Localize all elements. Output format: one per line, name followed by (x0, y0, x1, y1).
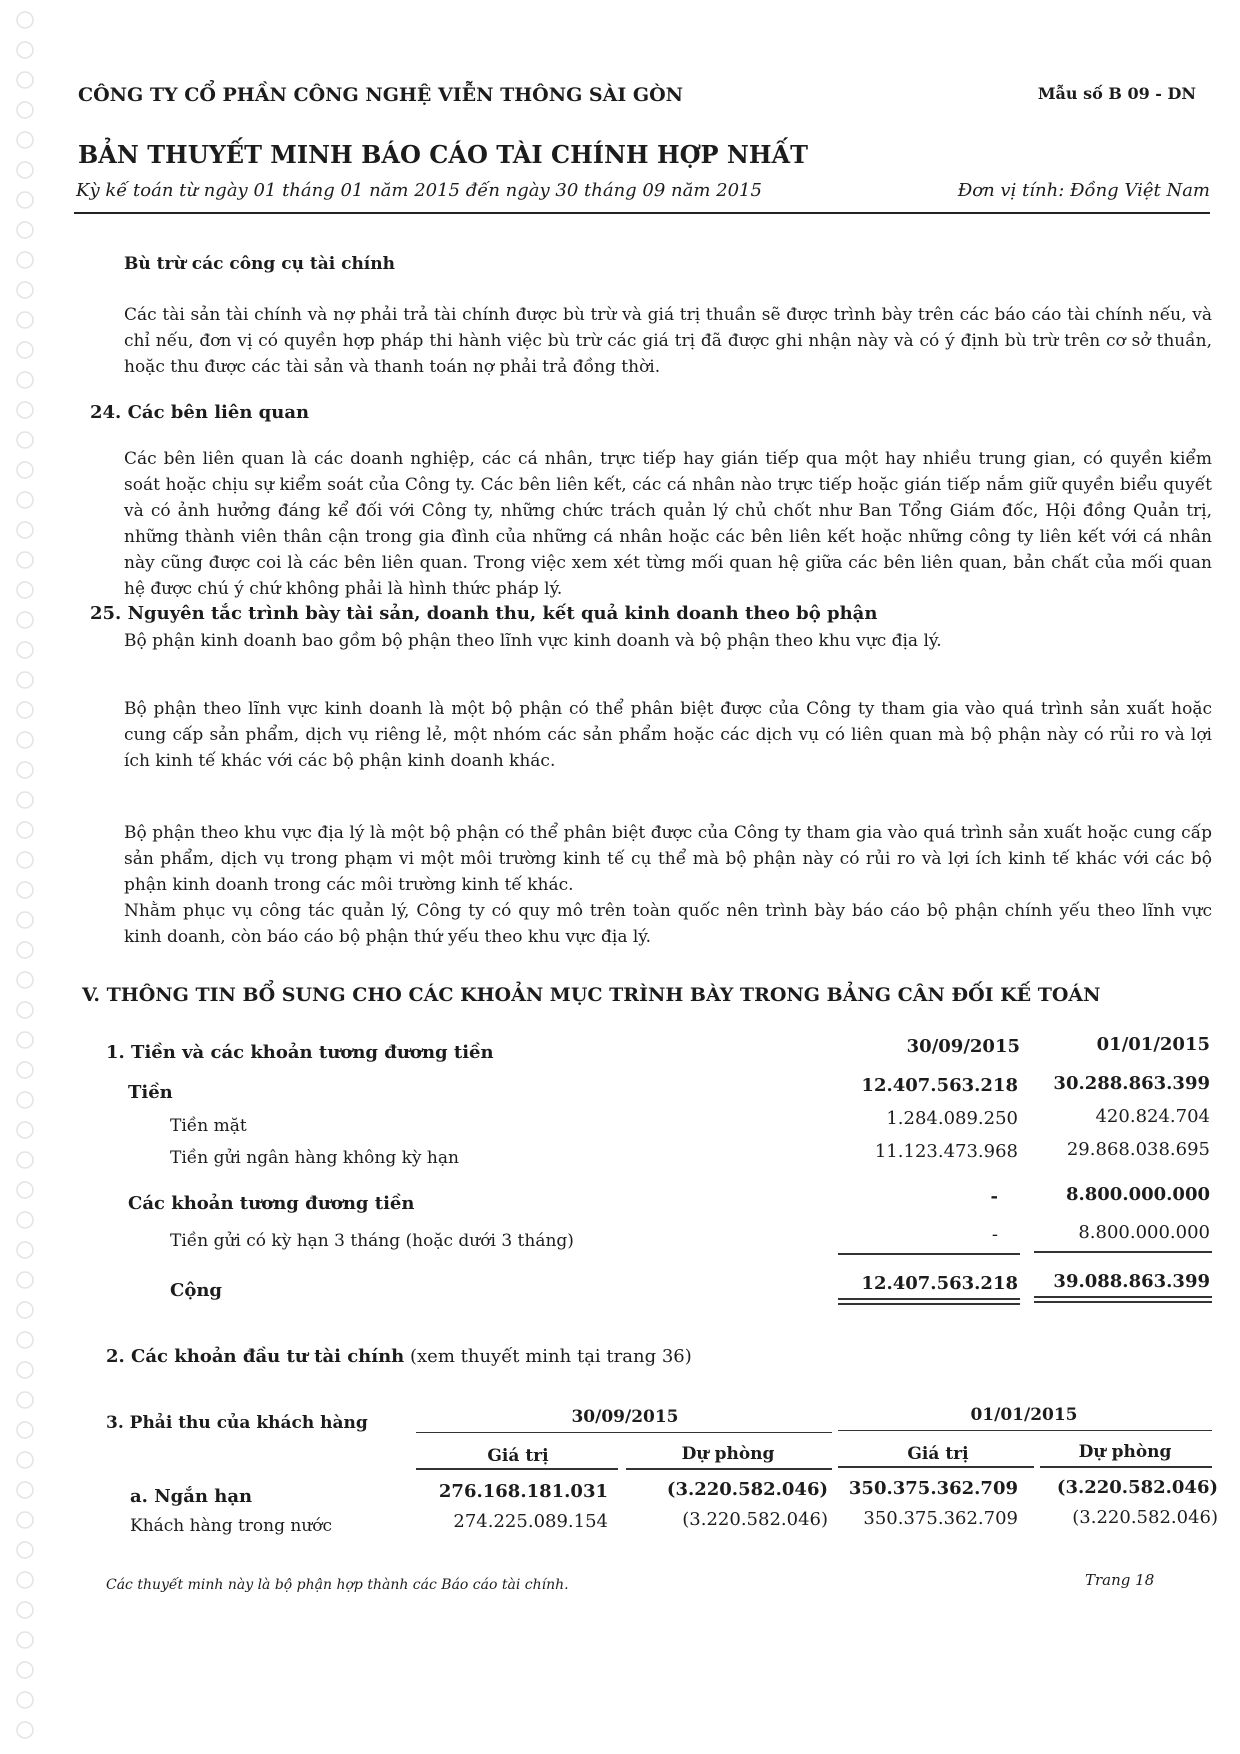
binder-hole (17, 132, 33, 148)
binder-hole (17, 1212, 33, 1228)
binder-hole (17, 732, 33, 748)
section-24-text: Các bên liên quan là các doanh nghiệp, các cá nhân, trực tiếp hay gián tiếp qua một hay nhiều trung gian, có quyền kiểm soát hoặc chịu sự kiểm soát của Công ty. Các bên liên kết, các cá nhân nào trực tiếp hoặc gián tiếp nắm giữ quyền biểu quyết và có ảnh hưởng đáng kể đối với Công ty, những chức trách quản lý chủ chốt như Ban Tổng Giám đốc, Hội đồng Quản trị, những thành viên thân cận trong gia đình của những cá nhân hoặc các bên liên kết hoặc những công ty liên kết với cá nhân này cũng được coi là các bên liên quan. Trong việc xem xét từng mối quan hệ giữa các bên liên quan, bản chất của mối quan hệ được chú ý chứ không phải là hình thức pháp lý. (124, 449, 1212, 599)
binder-hole (17, 72, 33, 88)
binder-hole (17, 612, 33, 628)
investments-line (106, 1346, 692, 1367)
binder-hole (17, 42, 33, 58)
binder-hole (17, 702, 33, 718)
section-25-heading: 25. Nguyên tắc trình bày tài sản, doanh thu, kết quả kinh doanh theo bộ phận (90, 603, 878, 624)
receivables-row-provision-2: (3.220.582.046) (1056, 1477, 1218, 1498)
binder-hole (17, 402, 33, 418)
receivables-sub-rule (416, 1468, 618, 1470)
cash-total-double-rule (838, 1298, 1020, 1305)
binder-hole (17, 432, 33, 448)
binder-hole (17, 1152, 33, 1168)
binder-hole (17, 1242, 33, 1258)
binder-hole (17, 252, 33, 268)
cash-total-double-rule (1034, 1296, 1212, 1303)
section-25-para-1: Bộ phận theo lĩnh vực kinh doanh là một bộ phận có thể phân biệt được của Công ty tham gia vào quá trình sản xuất hoặc cung cấp sản phẩm, dịch vụ riêng lẻ, một nhóm các sản phẩm hoặc các dịch vụ có liên quan mà bộ phận này có rủi ro và lợi ích kinh tế khác với các bộ phận kinh doanh khác. (124, 699, 1212, 771)
receivables-row-value-1: 274.225.089.154 (453, 1511, 608, 1532)
binder-hole (17, 282, 33, 298)
binder-hole (17, 1452, 33, 1468)
binder-hole (17, 1632, 33, 1648)
cash-row-value-2: 8.800.000.000 (1078, 1222, 1210, 1243)
binder-hole (17, 102, 33, 118)
receivables-row-provision-1: (3.220.582.046) (666, 1479, 828, 1500)
cash-row-value-1: 11.123.473.968 (874, 1141, 1018, 1162)
cash-row-label: Tiền gửi có kỳ hạn 3 tháng (hoặc dưới 3 tháng) (170, 1231, 574, 1251)
binder-hole (17, 672, 33, 688)
receivables-row-label: Khách hàng trong nước (130, 1516, 333, 1536)
cash-col-date-2: 01/01/2015 (1096, 1034, 1210, 1055)
binder-hole (17, 1602, 33, 1618)
binder-hole (17, 342, 33, 358)
cash-row-value-2: 420.824.704 (1095, 1106, 1210, 1127)
offset-text: Các tài sản tài chính và nợ phải trả tài chính được bù trừ và giá trị thuần sẽ được trình bày trên các báo cáo tài chính nếu, và chỉ nếu, đơn vị có quyền hợp pháp thi hành việc bù trừ các giá trị đã được ghi nhận này và có ý định bù trừ trên cơ sở thuần, hoặc thu được các tài sản và thanh toán nợ phải trả đồng thời. (124, 305, 1212, 377)
binder-hole (17, 1422, 33, 1438)
cash-row-value-1: - (990, 1186, 998, 1207)
investments-note: (xem thuyết minh tại trang 36) (410, 1346, 692, 1367)
cash-row-value-1: 12.407.563.218 (861, 1075, 1018, 1096)
section-25-para-3: Nhằm phục vụ công tác quản lý, Công ty có quy mô trên toàn quốc nên trình bày báo cáo bộ phận chính yếu theo lĩnh vực kinh doanh, còn báo cáo bộ phận thứ yếu theo khu vực địa lý. (124, 901, 1212, 947)
receivables-period-rule (416, 1432, 832, 1433)
binder-hole (17, 582, 33, 598)
binder-hole (17, 1572, 33, 1588)
binder-hole (17, 522, 33, 538)
accounting-period: Kỳ kế toán từ ngày 01 tháng 01 năm 2015 đến ngày 30 tháng 09 năm 2015 (76, 180, 762, 201)
binder-hole (17, 822, 33, 838)
binder-hole (17, 882, 33, 898)
binder-hole (17, 1722, 33, 1738)
cash-row-value-2: 29.868.038.695 (1066, 1139, 1210, 1160)
cash-subtotal-rule (1034, 1251, 1212, 1253)
binder-hole (17, 1272, 33, 1288)
company-name: CÔNG TY CỔ PHẦN CÔNG NGHỆ VIỄN THÔNG SÀI GÒN (78, 84, 684, 106)
cash-row-label: Tiền gửi ngân hàng không kỳ hạn (170, 1148, 459, 1168)
footer-note: Các thuyết minh này là bộ phận hợp thành các Báo cáo tài chính. (106, 1577, 569, 1593)
binder-hole (17, 762, 33, 778)
cash-row-value-2: 30.288.863.399 (1053, 1073, 1210, 1094)
binder-hole (17, 1182, 33, 1198)
receivables-sub-rule (626, 1468, 832, 1470)
receivables-row-provision-1: (3.220.582.046) (682, 1509, 828, 1530)
receivables-period-2: 01/01/2015 (970, 1405, 1078, 1425)
cash-row-value-2: 8.800.000.000 (1065, 1184, 1210, 1205)
cash-heading: 1. Tiền và các khoản tương đương tiền (106, 1042, 494, 1063)
section-25-intro: Bộ phận kinh doanh bao gồm bộ phận theo lĩnh vực kinh doanh và bộ phận theo khu vực địa lý. (124, 631, 942, 651)
binder-hole (17, 192, 33, 208)
receivables-period-1: 30/09/2015 (571, 1407, 679, 1427)
binder-hole (17, 462, 33, 478)
receivables-row-provision-2: (3.220.582.046) (1072, 1507, 1218, 1528)
section-v-heading: V. THÔNG TIN BỔ SUNG CHO CÁC KHOẢN MỤC TRÌNH BÀY TRONG BẢNG CÂN ĐỐI KẾ TOÁN (82, 984, 1101, 1006)
document-title: BẢN THUYẾT MINH BÁO CÁO TÀI CHÍNH HỢP NHẤT (78, 140, 809, 169)
receivables-row-value-1: 276.168.181.031 (438, 1481, 608, 1502)
cash-row-value-1: - (991, 1224, 998, 1245)
binder-hole (17, 792, 33, 808)
receivables-row-label: a. Ngắn hạn (130, 1486, 253, 1507)
cash-total-value-2: 39.088.863.399 (1053, 1271, 1210, 1292)
binder-hole (17, 312, 33, 328)
header-divider (74, 212, 1210, 214)
binder-hole (17, 1512, 33, 1528)
receivables-sub-rule (838, 1466, 1034, 1468)
binder-hole (17, 852, 33, 868)
cash-total-value-1: 12.407.563.218 (861, 1273, 1018, 1294)
binder-hole (17, 972, 33, 988)
receivables-period-rule (838, 1430, 1212, 1431)
binder-hole (17, 912, 33, 928)
receivables-sub-value: Giá trị (487, 1446, 549, 1466)
binder-hole (17, 1662, 33, 1678)
binder-hole (17, 1302, 33, 1318)
cash-row-value-1: 1.284.089.250 (886, 1108, 1018, 1129)
page-number: Trang 18 (1085, 1571, 1155, 1589)
cash-col-date-1: 30/09/2015 (906, 1036, 1020, 1057)
binder-hole (17, 1092, 33, 1108)
binder-hole (17, 1542, 33, 1558)
binder-hole (17, 1482, 33, 1498)
receivables-heading: 3. Phải thu của khách hàng (106, 1413, 368, 1433)
receivables-sub-provision: Dự phòng (681, 1444, 775, 1464)
receivables-row-value-2: 350.375.362.709 (848, 1478, 1018, 1499)
cash-row-label: Tiền (128, 1082, 173, 1103)
binder-hole (17, 1332, 33, 1348)
binder-hole (17, 1062, 33, 1078)
investments-heading: 2. Các khoản đầu tư tài chính (106, 1346, 405, 1367)
receivables-row-value-2: 350.375.362.709 (863, 1508, 1018, 1529)
form-code: Mẫu số B 09 - DN (1037, 84, 1196, 103)
binder-hole (17, 1002, 33, 1018)
section-24-heading: 24. Các bên liên quan (90, 402, 310, 423)
receivables-sub-value: Giá trị (907, 1444, 969, 1464)
section-25-para-2: Bộ phận theo khu vực địa lý là một bộ phận có thể phân biệt được của Công ty tham gia vào quá trình sản xuất hoặc cung cấp sản phẩm, dịch vụ trong phạm vi một môi trường kinh tế cụ thể mà bộ phận này có rủi ro và lợi ích kinh tế khác với các bộ phận kinh doanh trong các môi trường kinh tế khác. (124, 823, 1212, 895)
binder-hole (17, 1392, 33, 1408)
binder-hole (17, 162, 33, 178)
binder-hole (17, 1032, 33, 1048)
binder-hole (17, 1692, 33, 1708)
cash-row-label: Tiền mặt (170, 1116, 247, 1136)
binder-hole (17, 372, 33, 388)
binder-hole (17, 942, 33, 958)
binder-hole (17, 1122, 33, 1138)
cash-total-label: Cộng (170, 1280, 223, 1301)
binder-hole (17, 492, 33, 508)
binder-holes (14, 0, 36, 1754)
cash-row-label: Các khoản tương đương tiền (128, 1193, 415, 1214)
cash-subtotal-rule (838, 1253, 1020, 1255)
receivables-sub-rule (1040, 1466, 1212, 1468)
binder-hole (17, 642, 33, 658)
offset-heading: Bù trừ các công cụ tài chính (124, 254, 395, 274)
binder-hole (17, 552, 33, 568)
currency-unit: Đơn vị tính: Đồng Việt Nam (957, 180, 1210, 201)
binder-hole (17, 222, 33, 238)
binder-hole (17, 12, 33, 28)
receivables-sub-provision: Dự phòng (1078, 1442, 1172, 1462)
binder-hole (17, 1362, 33, 1378)
